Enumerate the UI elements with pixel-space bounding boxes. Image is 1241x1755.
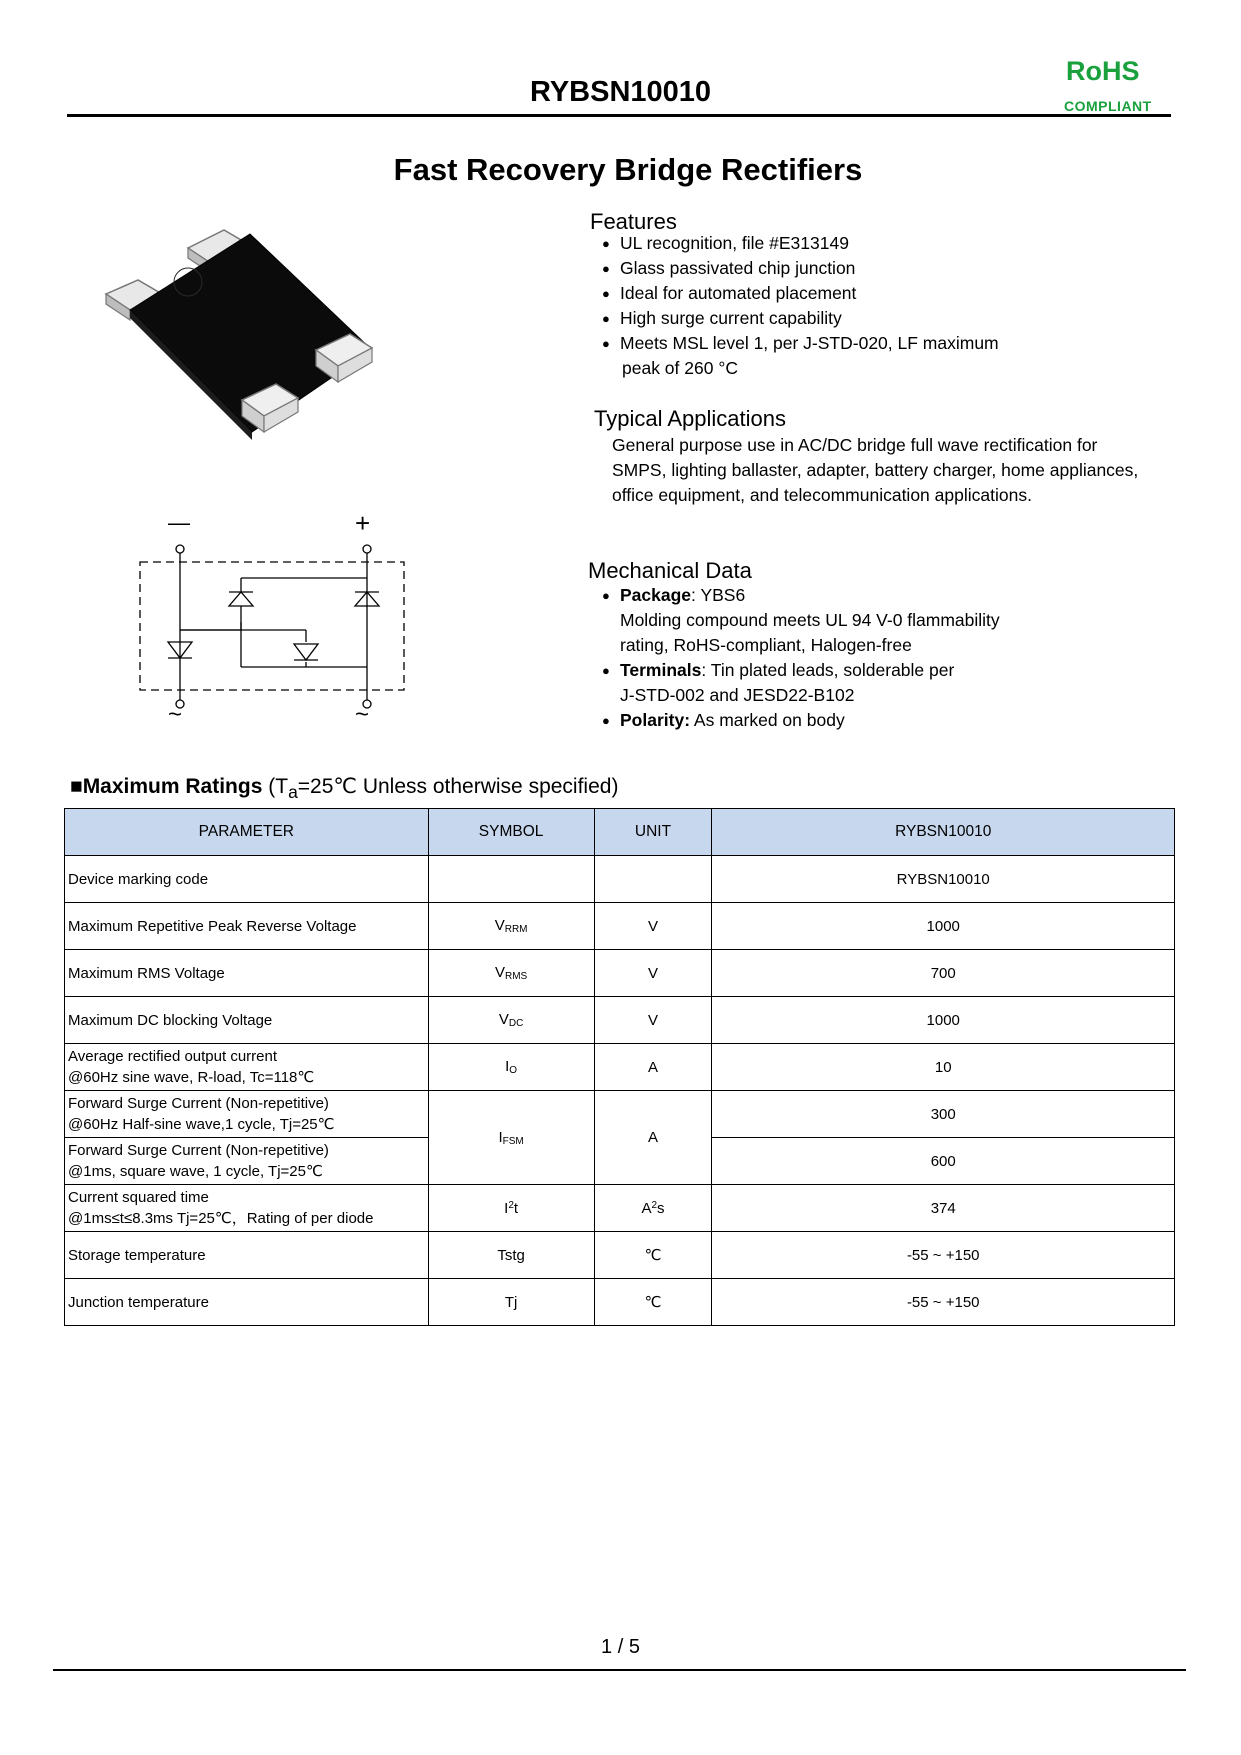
package-line-3: rating, RoHS-compliant, Halogen-free: [620, 635, 912, 655]
symbol-cell: [428, 1185, 594, 1232]
symbol-sub: FSM: [502, 1135, 524, 1147]
ratings-table: [64, 808, 1175, 1326]
param-cell: [65, 1091, 429, 1138]
param-cell: [65, 1185, 429, 1232]
polarity-value: As marked on body: [690, 710, 845, 730]
feature-item: [602, 281, 1062, 306]
value-cell: -55 ~ +150: [712, 1279, 1175, 1326]
feature-text: UL recognition, file #E313149: [620, 233, 849, 253]
mechanical-list: [602, 583, 1082, 733]
symbol-cell: Tstg: [428, 1232, 594, 1279]
param-cell: Device marking code: [65, 856, 429, 903]
symbol-suffix: t: [513, 1199, 519, 1217]
symbol-cell: [428, 903, 594, 950]
table-row: [65, 903, 1175, 950]
rohs-logo: RoHS: [1066, 56, 1140, 86]
terminals-value: : Tin plated leads, solderable per: [701, 660, 955, 680]
feature-text: Ideal for automated placement: [620, 283, 857, 303]
table-header-row: [65, 809, 1175, 856]
terminal-positive: [363, 545, 371, 553]
diode-middle-lower: [294, 644, 318, 660]
param-line-2: @60Hz Half-sine wave,1 cycle, Tj=25℃: [68, 1116, 335, 1133]
negative-symbol: —: [168, 512, 190, 535]
feature-item: [602, 306, 1062, 331]
value-cell: 700: [712, 950, 1175, 997]
unit-cell: [594, 856, 712, 903]
applications-heading: Typical Applications: [594, 406, 786, 431]
param-line-1: Average rectified output current: [68, 1048, 278, 1065]
mechanical-item-polarity: [602, 708, 1082, 733]
unit-cell: V: [594, 950, 712, 997]
mechanical-item-terminals: [602, 658, 1082, 708]
ac-symbol-right: ~: [355, 701, 370, 722]
unit-suffix: s: [657, 1199, 665, 1217]
header-parameter: PARAMETER: [65, 809, 429, 856]
symbol-cell: [428, 950, 594, 997]
ratings-title: Maximum Ratings: [82, 775, 263, 798]
rohs-compliant-label: COMPLIANT: [1064, 98, 1152, 114]
header-divider: [67, 114, 1171, 117]
feature-text: Glass passivated chip junction: [620, 258, 856, 278]
unit-cell: V: [594, 903, 712, 950]
terminals-label: Terminals: [620, 660, 702, 680]
ratings-condition-sub: a: [288, 782, 298, 803]
footer-divider: [53, 1669, 1186, 1671]
param-cell: [65, 1044, 429, 1091]
mechanical-item-package: [602, 583, 1082, 658]
header-symbol: SYMBOL: [428, 809, 594, 856]
symbol-main: V: [494, 964, 505, 981]
symbol-main: I: [504, 1199, 509, 1217]
page-number: 1 / 5: [601, 1636, 640, 1658]
symbol-cell: [428, 856, 594, 903]
feature-item: [602, 231, 1062, 256]
table-row: [65, 1091, 1175, 1138]
terminal-negative: [176, 545, 184, 553]
symbol-main: V: [494, 917, 505, 934]
package-label: Package: [620, 585, 692, 605]
feature-item: [602, 331, 1062, 381]
symbol-cell: [428, 1091, 594, 1185]
value-cell: 600: [712, 1138, 1175, 1185]
symbol-sub: RRM: [504, 924, 528, 935]
polarity-label: Polarity:: [620, 710, 691, 730]
feature-item: [602, 256, 1062, 281]
unit-cell: V: [594, 997, 712, 1044]
symbol-main: I: [498, 1128, 503, 1146]
param-line-1: Current squared time: [68, 1189, 209, 1206]
symbol-cell: [428, 1044, 594, 1091]
unit-sup: 2: [651, 1199, 658, 1211]
bridge-schematic: [128, 512, 428, 722]
unit-cell: A: [594, 1044, 712, 1091]
value-cell: 374: [712, 1185, 1175, 1232]
param-cell: Storage temperature: [65, 1232, 429, 1279]
unit-cell: ℃: [594, 1279, 712, 1326]
value-cell: 300: [712, 1091, 1175, 1138]
features-heading: Features: [590, 209, 677, 234]
feature-text: Meets MSL level 1, per J-STD-020, LF maximum: [620, 333, 999, 353]
header-unit: UNIT: [594, 809, 712, 856]
value-cell: RYBSN10010: [712, 856, 1175, 903]
applications-text: General purpose use in AC/DC bridge full wave rectification for SMPS, lighting ballaster, adapter, battery charger, home appliances, office equipment, and telecommunication applications.: [612, 435, 1139, 505]
symbol-cell: Tj: [428, 1279, 594, 1326]
param-cell: Maximum RMS Voltage: [65, 950, 429, 997]
table-row: [65, 1044, 1175, 1091]
table-row: [65, 997, 1175, 1044]
table-row: [65, 1185, 1175, 1232]
positive-symbol: +: [355, 512, 371, 538]
feature-text-continued: peak of 260 °C: [622, 358, 738, 378]
param-line-1: Forward Surge Current (Non-repetitive): [68, 1142, 329, 1159]
param-cell: Maximum DC blocking Voltage: [65, 997, 429, 1044]
package-illustration: [100, 222, 430, 512]
param-cell: [65, 1138, 429, 1185]
table-row: [65, 1232, 1175, 1279]
param-line-2: @60Hz sine wave, R-load, Tc=118℃: [68, 1069, 315, 1086]
package-value: : YBS6: [691, 585, 746, 605]
symbol-sub: DC: [508, 1018, 524, 1029]
ratings-condition-a: (T: [268, 775, 289, 798]
terminals-line-2: J-STD-002 and JESD22-B102: [620, 685, 855, 705]
value-cell: 10: [712, 1044, 1175, 1091]
unit-cell: [594, 1185, 712, 1232]
unit-main: A: [641, 1199, 652, 1217]
value-cell: 1000: [712, 903, 1175, 950]
param-line-1: Forward Surge Current (Non-repetitive): [68, 1095, 329, 1112]
unit-cell: A: [594, 1091, 712, 1185]
symbol-main: V: [498, 1011, 509, 1028]
param-cell: Junction temperature: [65, 1279, 429, 1326]
symbol-sub: RMS: [505, 971, 528, 982]
package-line-2: Molding compound meets UL 94 V-0 flammability: [620, 610, 1000, 630]
feature-text: High surge current capability: [620, 308, 842, 328]
symbol-sub: O: [509, 1065, 518, 1076]
param-line-2: @1ms≤t≤8.3ms Tj=25℃，Rating of per diode: [68, 1210, 374, 1227]
table-row: [65, 1279, 1175, 1326]
part-number-title: RYBSN10010: [529, 76, 712, 108]
param-line-2: @1ms, square wave, 1 cycle, Tj=25℃: [68, 1163, 323, 1180]
ratings-square-bullet: ■: [70, 775, 83, 798]
value-cell: 1000: [712, 997, 1175, 1044]
value-cell: -55 ~ +150: [712, 1232, 1175, 1279]
diode-middle-upper: [229, 592, 253, 606]
ratings-heading: [70, 774, 618, 803]
ratings-condition: [268, 775, 619, 803]
param-cell: Maximum Repetitive Peak Reverse Voltage: [65, 903, 429, 950]
table-row: [65, 950, 1175, 997]
symbol-cell: [428, 997, 594, 1044]
features-list: [602, 231, 1062, 381]
ratings-condition-b: =25℃ Unless otherwise specified): [297, 775, 619, 798]
ac-symbol-left: ~: [168, 701, 183, 722]
unit-cell: ℃: [594, 1232, 712, 1279]
table-row: [65, 856, 1175, 903]
document-title: Fast Recovery Bridge Rectifiers: [393, 152, 863, 187]
header-value: RYBSN10010: [712, 809, 1175, 856]
symbol-sup: 2: [508, 1199, 514, 1211]
symbol-main: I: [505, 1058, 510, 1075]
mechanical-heading: Mechanical Data: [588, 558, 752, 583]
